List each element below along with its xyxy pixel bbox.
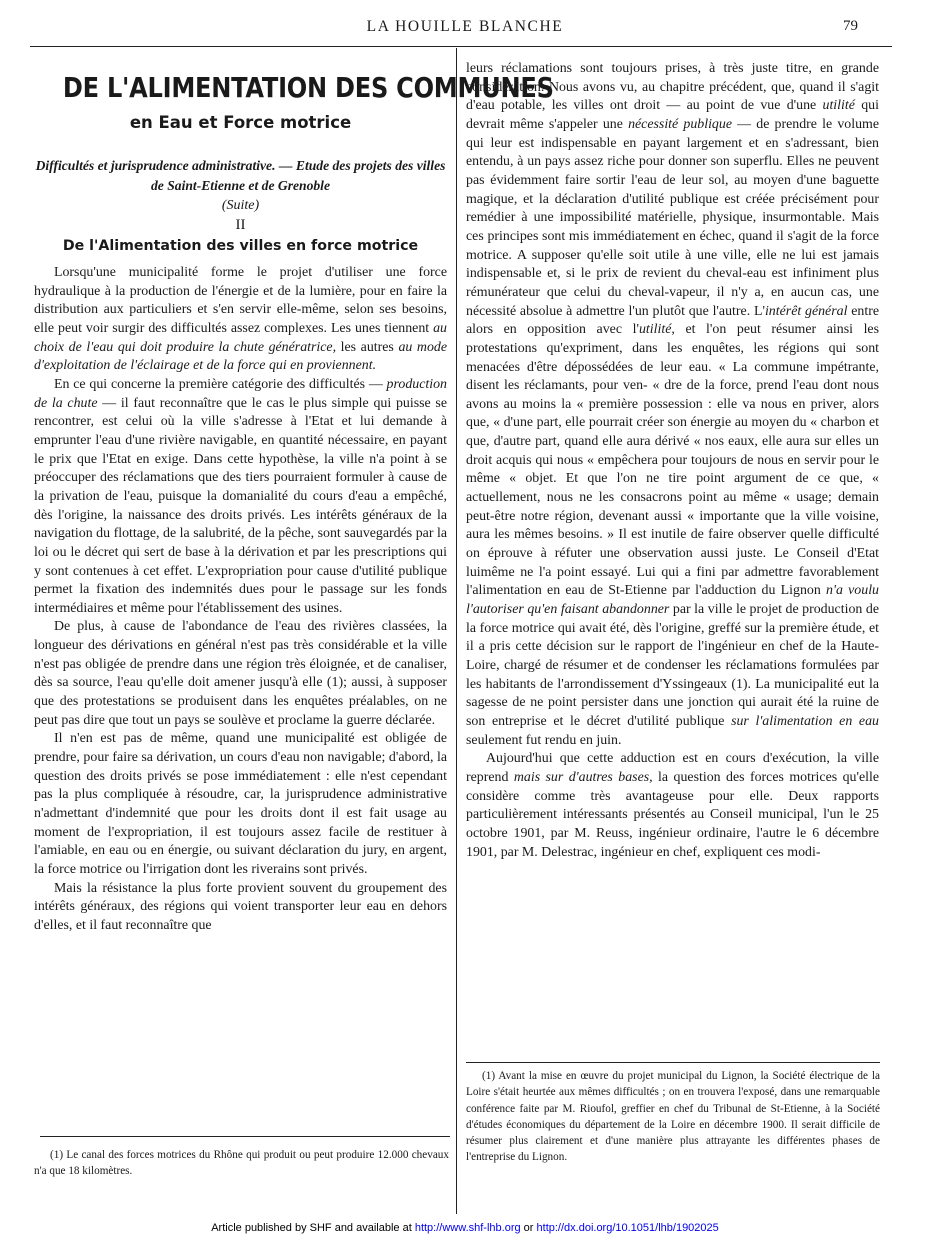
header-rule [30, 46, 892, 47]
footnote-right [466, 1068, 880, 1166]
left-column [34, 68, 554, 936]
paragraph: leurs réclamations sont toujours prises, à très juste titre, en grande considération. Nous avons vu, au chapitre précédent, que, quand il s'agit d'eau potable, les villes ont droit — au point de vue d'une utilité qui devrait même s'appeler une nécessité publique — de prendre le volume qui leur est indispensable en payant largement et en s'adressant, bien entendu, à un pays assez riche pour donner son superflu. Elles ne peuvent pas évidemment faire sortir l'eau de leur sol, au moyen d'une baguette magique, et la déclaration d'utilité publique est créée précisément pour remédier à une impossibilité matérielle, physique, insurmontable. Mais ces principes sont mis immédiatement en échec, quand il s'agit de la force motrice. A supposer qu'elle soit utile à une ville, elle ne lui est jamais indispensable et, si le prix de revient du cheval-eau est infiniment plus rémunérateur que celui du cheval-vapeur, il n'y a, en aucun cas, une nécessité absolue à admettre l'un plutôt que l'autre. L'intérêt général entre alors en opposition avec l'utilité, et l'on peut résumer ainsi les protestations qu'expriment, dans les enquêtes, les régions qui sont menacées d'être dépossédées de leur eau. « La commune impétrante, disent les réclamants, pour ven- « dre de la force, prend l'eau dont nous avons au moins la « première possession : elle va nous en priver, alors que, « d'une part, elle pourrait créer son énergie au moyen du « charbon et que, d'autre part, quand elle aura dérivé « nos eaux, elle aura sur elles un droit acquis qui nous « empêchera pour toujours de nous en servir pour le même « objet. Et que l'on ne tire point argument de ce que, « actuellement, nous ne les consacrons point au même « usage; demain peut-être notre région, devenant aussi « importante que la ville voisine, aura les mêmes besoins. » Il est inutile de faire observer quelle difficulté on éprouve à réfuter une observation aussi juste. Le Conseil d'Etat luimême ne l'a point essayé. Lui qui a fini par admettre favorablement l'alimentation en eau de St-Etienne par l'adduction du Lignon n'a voulu l'autoriser qu'en faisant abandonner par la ville le projet de production de la force motrice qui avait été, dès l'origine, greffé sur la première étude, et il a pris cette décision sur le rapport de l'ingénieur en chef de la Haute-Loire, chargé de résumer et de condenser les réclamations formulées par les habitants de l'arrondissement d'Yssingeaux (1). La municipalité eut la sagesse de ne point persister dans une jonction qui aurait été la ruine de son entreprise et le décret d'utilité publique sur l'alimentation en eau seulement fut rendu en juin. [466, 61, 880, 748]
article-suite-label: (Suite) [221, 198, 260, 213]
page-number: 79 [843, 18, 858, 34]
footnote-text: (1) Le canal des forces motrices du Rhône qui produit ou peut produire 12.000 chevaux n'a que 18 kilomètres. [34, 1149, 449, 1178]
column-divider [456, 48, 457, 1214]
running-head-journal-title: LA HOUILLE BLANCHE [366, 18, 564, 35]
doi-link[interactable]: http://dx.doi.org/10.1051/lhb/1902025 [536, 1222, 719, 1234]
paragraph: Lorsqu'une municipalité forme le projet d'utiliser une force hydraulique à la production de l'énergie et de la lumière, pour en faire la distribution aux particuliers et s'en servir elle-même, selon ses besoins, elle peut voir surgir des difficultés assez complexes. Les unes tiennent au choix de l'eau qui doit produire la chute génératrice, les autres au mode d'exploitation de l'éclairage et de la force qui en proviennent. [34, 265, 447, 374]
paragraph: Il n'en est pas de même, quand une municipalité est obligée de prendre, pour faire sa dérivation, un cours d'eau non navigable; d'abord, la question des droits privés se pose immédiatement : elle n'est cependant pas la plus compliquée à résoudre, car, la jurisprudence administrative n'admettant d'indemnité que pour les droits dont il est fait usage au moment de l'expropriation, il est toujours assez facile de restituer à l'amiable, en eau ou en énergie, ou suivant déclaration du jury, en argent, la force motrice ou l'irrigation dont les riverains sont privés. [34, 731, 447, 877]
section-number: II [235, 217, 246, 233]
article-lead: Difficultés et jurisprudence administrative. — Etude des projets des villes de Saint-Etienne et de Grenoble [35, 158, 446, 193]
paragraph: Aujourd'hui que cette adduction est en cours d'exécution, la ville reprend mais sur d'autres bases, la question des forces motrices qu'elle considère comme très avantageuse pour elle. Deux rapports particulièrement intéressants présentés au Conseil municipal, l'un le 25 octobre 1901, par M. Reuss, ingénieur ordinaire, l'autre le 6 décembre 1901, par M. Delestrac, ingénieur en chef, expliquent ces modi- [466, 751, 880, 860]
publication-notice-or: or [520, 1222, 537, 1234]
article-subtitle: en Eau et Force motrice [129, 113, 352, 132]
footnote-rule-right [466, 1062, 880, 1063]
paragraph: Mais la résistance la plus forte provient souvent du groupement des intérêts généraux, des régions qui voient transporter leur eau en dehors d'elles, et il faut reconnaître que [34, 880, 447, 933]
footnote-text: (1) Avant la mise en œuvre du projet municipal du Lignon, la Société électrique de la Loire s'était heurtée aux mêmes difficultés ; on en trouvera l'exposé, dans une remarquable conférence faite par M. Rioufol, greffier en chef du Tribunal de St-Etienne, à la Société d'études économiques du département de la Loire en décembre 1900. Il serait difficile de résumer plus clairement et d'une manière plus attrayante les différentes phases de l'entreprise du Lignon. [466, 1070, 880, 1164]
section-title: De l'Alimentation des villes en force motrice [62, 238, 419, 254]
right-column [466, 60, 879, 862]
footnote-rule-left [40, 1136, 450, 1137]
publication-notice [0, 1222, 930, 1234]
paragraph: De plus, à cause de l'abondance de l'eau des rivières classées, la longueur des dérivations en général n'est pas très considérable et la ville n'est pas obligée de prendre dans une région très éloignée, et de canaliser, dès sa source, l'eau qu'elle doit amener jusqu'à elle (1); aussi, à supposer que des protestations se produisent dans les enquêtes préalables, on ne peut pas dire que tout un pays se soulève et proclame la guerre déclarée. [34, 619, 447, 728]
shf-link[interactable]: http://www.shf-lhb.org [414, 1222, 521, 1234]
publication-notice-prefix: Article published by SHF and available at [211, 1222, 415, 1234]
footnote-left [34, 1147, 449, 1180]
article-title: DE L'ALIMENTATION DES COMMUNES [62, 71, 554, 104]
paragraph: En ce qui concerne la première catégorie des difficultés — production de la chute — il faut reconnaître que le cas le plus simple qui puisse se rencontrer, est celui où la ville s'adresse à l'Etat et lui demande à emprunter l'eau d'une rivière navigable, en quantité nécessaire, en payant le prix que l'Etat en exige. Dans cette hypothèse, la ville n'a point à se préoccuper des réclamations que des tiers pourraient formuler à cause de la privation de l'eau, puisque la domanialité du cours d'eau a empêché, dès l'origine, la naissance des droits privés. Les intérêts généraux de la navigation du flottage, de la salubrité, de la pêche, sont sauvegardés par la loi ou le décret qui sert de base à la dérivation et par les prescriptions qui y sont contenues à cet effet. L'expropriation pour cause d'utilité publique permet la fixation des indemnités dues pour le passage sur les fonds intermédiaires et même pour l'établissement des usines. [34, 376, 447, 616]
